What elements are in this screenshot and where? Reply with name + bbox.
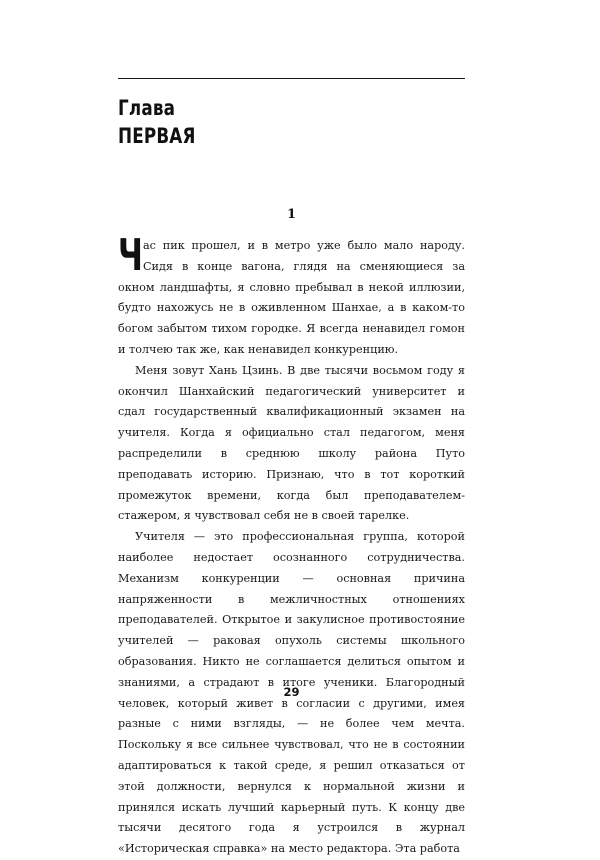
section-number: 1	[286, 207, 297, 222]
header-rule	[118, 78, 465, 79]
page-number: 29	[283, 685, 300, 699]
paragraph-1	[118, 230, 465, 361]
paragraph-1-text: ас пик прошел, и в метро уже было мало народу. Сидя в конце вагона, глядя на сменяющиеся за окном ландшафты, я словно пребывал в некой иллюзии, будто нахожусь не в оживленном Шанхае, а в каком-то богом забытом тихом городке. Я всегда ненавидел гомон и толчею так же, как ненавидел конкуренцию.	[118, 239, 465, 356]
body-text	[118, 230, 465, 860]
chapter-title	[118, 94, 215, 150]
paragraph-2: Меня зовут Хань Цзинь. В две тысячи восьмом году я окончил Шанхайский педагогический университет и сдал государственный квалификационный экзамен на учителя. Когда я официально стал педагогом, меня распределили в среднюю школу района Путо преподавать историю. Признаю, что в тот короткий промежуток времени, когда был преподавателем-стажером, я чувствовал себя не в своей тарелке.	[118, 363, 465, 523]
drop-cap: Ч	[118, 230, 143, 281]
paragraph-3: Учителя — это профессиональная группа, которой наиболее недостает осознанного сотрудничества. Механизм конкуренции — основная причина напряженности в межличностных отношениях преподавателей. Открытое и закулисное противостояние учителей — раковая опухоль системы школьного образования. Никто не соглашается делиться опытом и знаниями, а страдают в итоге ученики. Благородный человек, который живет в согласии с другими, имея разные с ними взгляды, — не более чем мечта. Поскольку я все сильнее чувствовал, что не в состоянии адаптироваться к такой среде, я решил отказаться от этой должности, вернулся к нормальной жизни и принялся искать лучший карьерный путь. К концу две тысячи десятого года я устроился в журнал «Историческая справка» на место редактора. Эта работа	[118, 530, 465, 856]
chapter-title-line-1: Глава	[118, 96, 176, 120]
chapter-title-line-2: ПЕРВАЯ	[118, 124, 196, 148]
